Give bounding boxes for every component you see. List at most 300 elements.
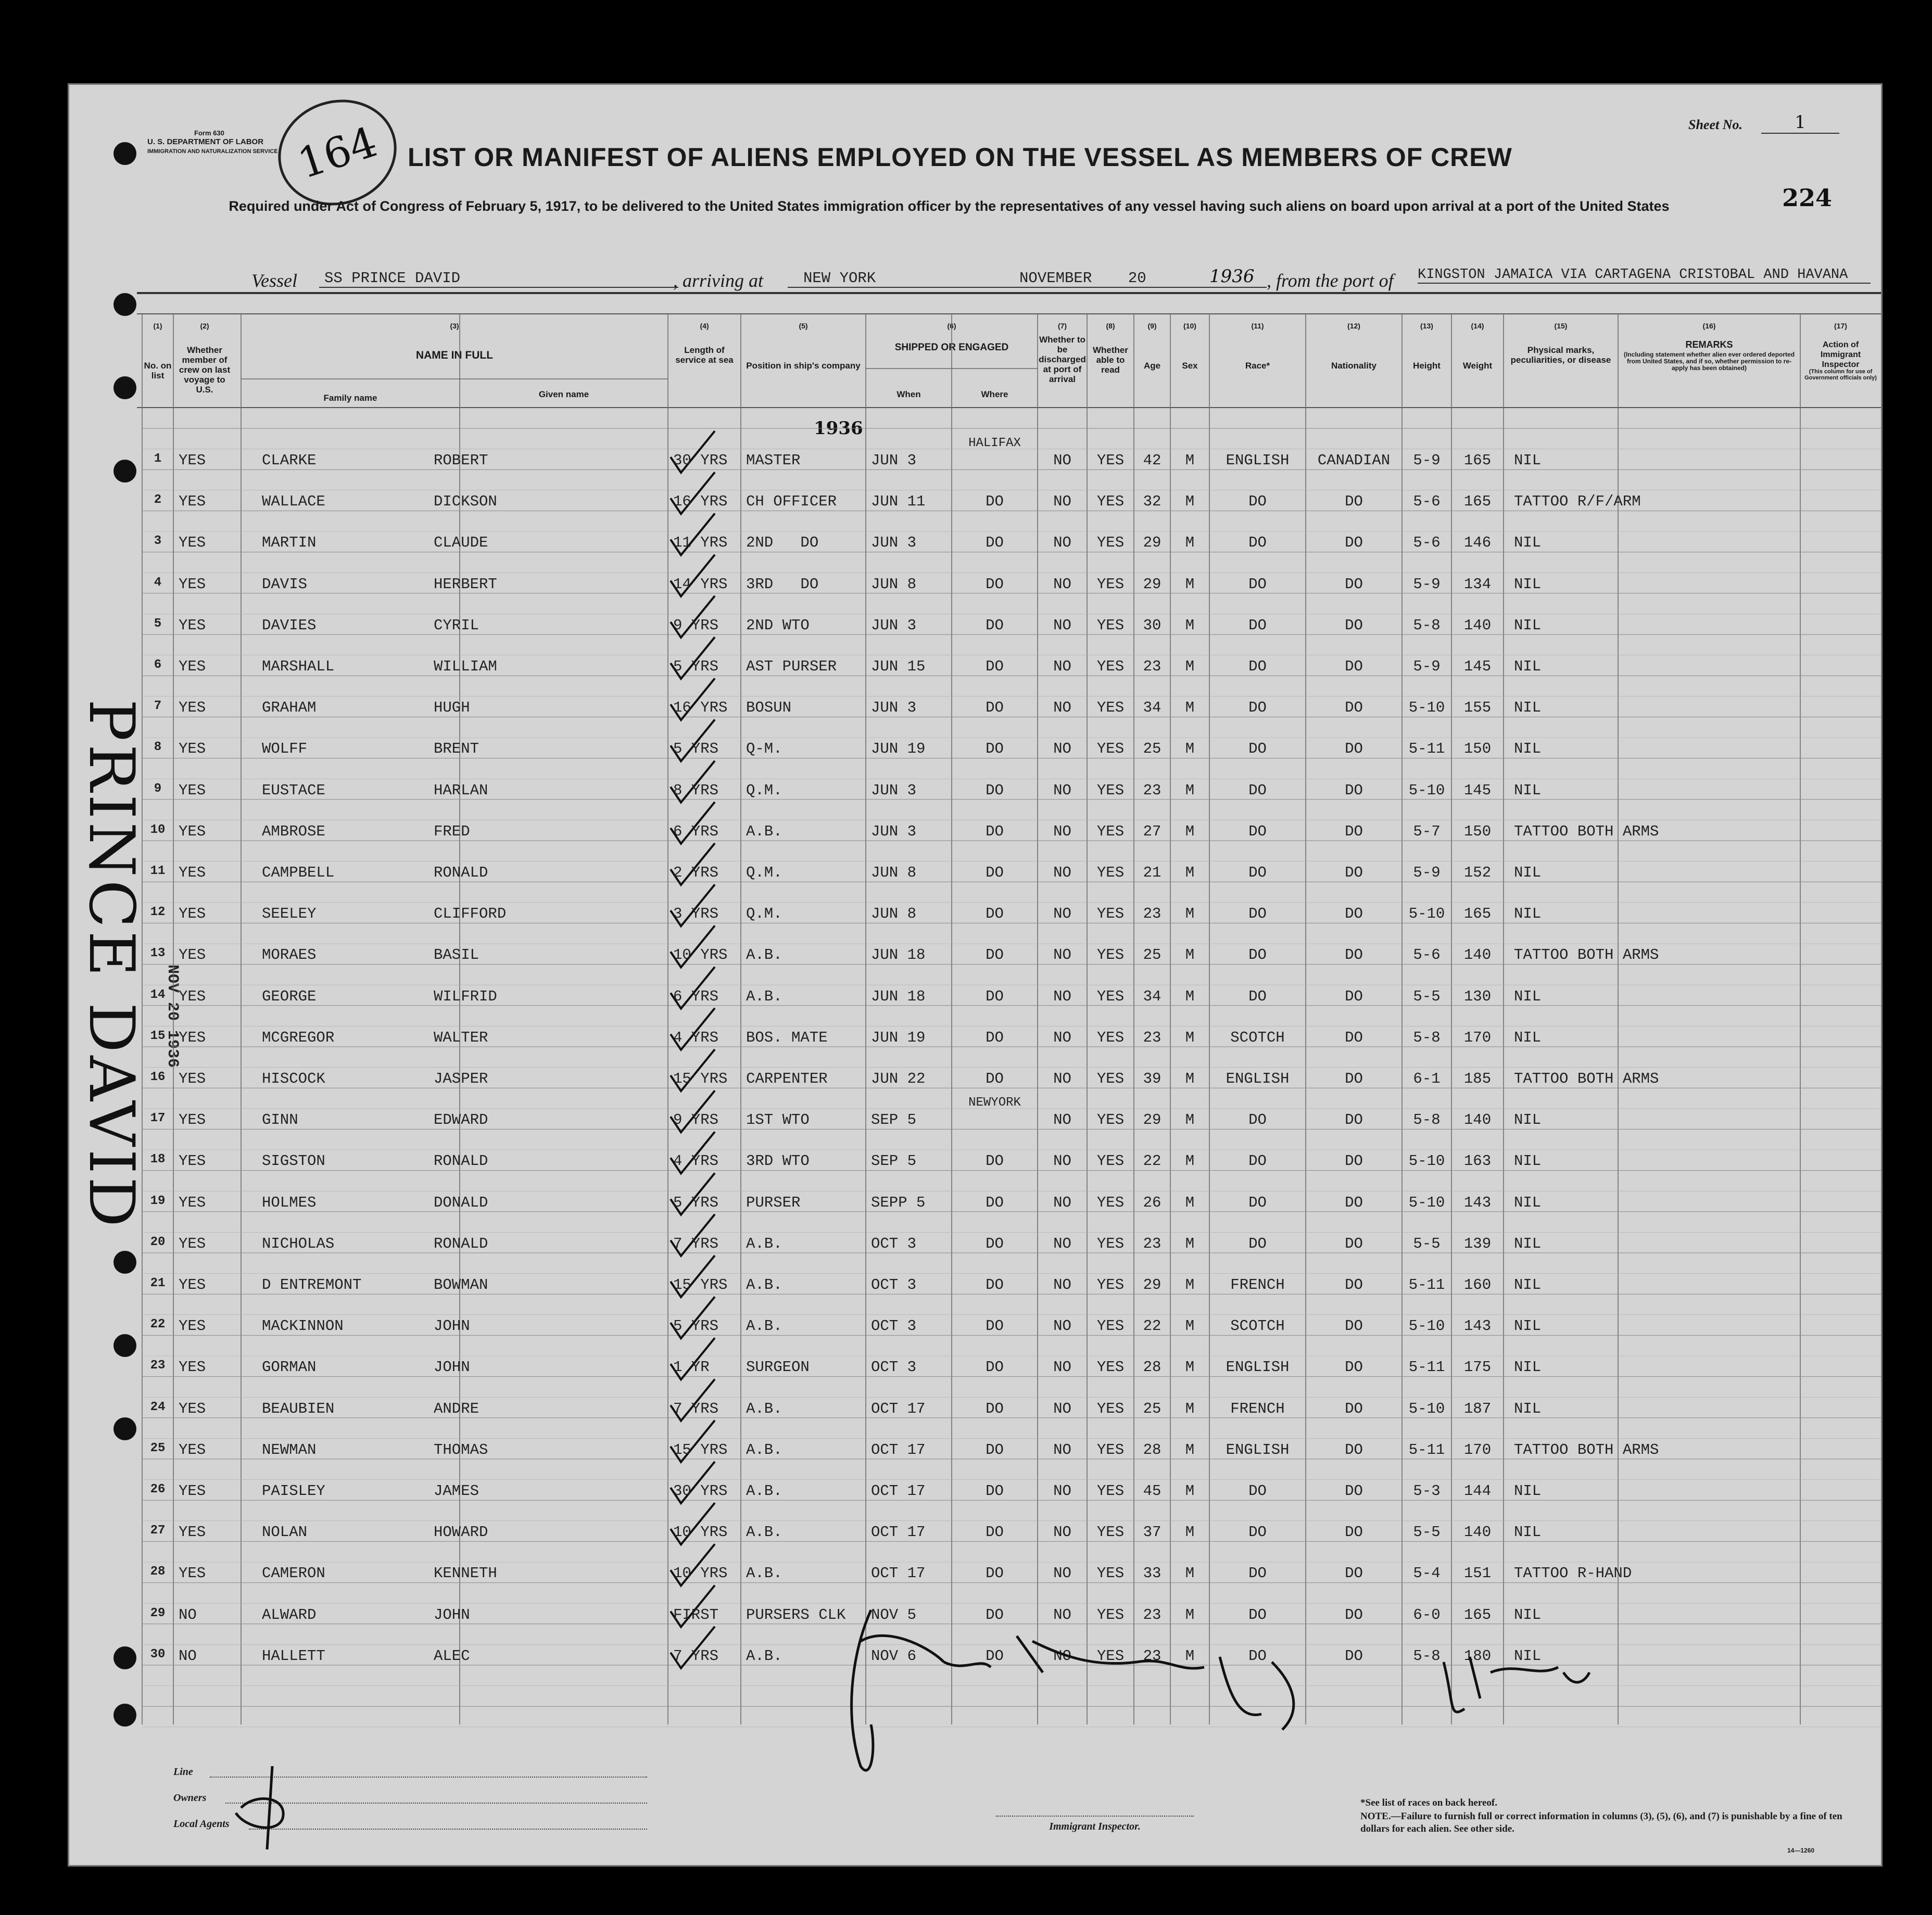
row-21-race: FRENCH	[1230, 1276, 1285, 1293]
row-18-discharged: NO	[1053, 1152, 1071, 1170]
row-3-nationality: DO	[1345, 534, 1363, 552]
form-number: Form 630	[194, 129, 224, 137]
row-15-nationality: DO	[1345, 1029, 1363, 1046]
row-22-nationality: DO	[1345, 1317, 1363, 1335]
row-7-row-number: 7	[154, 699, 162, 714]
row-21-nationality: DO	[1345, 1276, 1363, 1293]
row-13-given-name: BASIL	[434, 946, 479, 964]
row-7-height: 5-10	[1408, 699, 1445, 717]
row-25-discharged: NO	[1053, 1441, 1071, 1459]
row-16-nationality: DO	[1345, 1070, 1363, 1087]
row-20-service-length: 7 YRS	[673, 1235, 719, 1252]
row-17-able-to-read: YES	[1096, 1111, 1125, 1129]
row-12-last-voyage: YES	[179, 905, 206, 923]
row-11-weight: 152	[1463, 864, 1492, 881]
row-7-race: DO	[1248, 699, 1267, 717]
col-2-header: Whether member of crew on last voyage to U.S.	[179, 345, 231, 395]
row-11-position: Q.M.	[746, 864, 782, 881]
row-21-shipped-where: DO	[986, 1276, 1004, 1293]
row-27-sex: M	[1185, 1524, 1195, 1541]
row-24-physical-marks: NIL	[1514, 1400, 1542, 1417]
row-29-family-name: ALWARD	[262, 1606, 317, 1624]
row-12-sex: M	[1185, 905, 1195, 923]
row-16-height: 6-1	[1413, 1070, 1441, 1087]
row-19-shipped-when: SEPP 5	[871, 1194, 926, 1211]
row-23-shipped-where: DO	[986, 1359, 1004, 1376]
row-21-discharged: NO	[1053, 1276, 1071, 1293]
row-23-service-length: 1 YR	[673, 1359, 710, 1376]
row-6-row-number: 6	[154, 658, 162, 672]
row-30-last-voyage: NO	[179, 1647, 197, 1665]
row-5-service-length: 9 YRS	[673, 616, 719, 634]
row-16-discharged: NO	[1053, 1070, 1071, 1087]
row-22-shipped-when: OCT 3	[871, 1317, 917, 1335]
row-2-discharged: NO	[1053, 493, 1071, 511]
col-12-header: Nationality	[1331, 361, 1377, 371]
row-18-age: 22	[1143, 1152, 1161, 1170]
col-6-num: (6)	[947, 322, 956, 330]
margin-date-stamp: NOV 20 1936	[163, 965, 181, 1068]
col-13-num: (13)	[1420, 322, 1433, 330]
row-29-shipped-when: NOV 5	[871, 1606, 917, 1624]
row-28-row-number: 28	[150, 1565, 166, 1579]
row-17-physical-marks: NIL	[1514, 1111, 1542, 1129]
row-15-race: SCOTCH	[1230, 1029, 1285, 1046]
row-12-shipped-when: JUN 8	[871, 905, 917, 923]
row-13-discharged: NO	[1053, 946, 1071, 964]
row-22-age: 22	[1143, 1317, 1161, 1335]
row-5-nationality: DO	[1345, 616, 1363, 634]
row-20-last-voyage: YES	[179, 1235, 206, 1252]
row-6-physical-marks: NIL	[1514, 658, 1542, 675]
row-8-shipped-when: JUN 19	[871, 740, 926, 758]
col-6-when-header: When	[896, 389, 921, 399]
col-2-num: (2)	[200, 322, 209, 330]
row-27-weight: 140	[1463, 1524, 1492, 1541]
row-5-given-name: CYRIL	[434, 616, 479, 634]
row-7-given-name: HUGH	[434, 699, 470, 717]
row-19-race: DO	[1248, 1194, 1267, 1211]
row-28-race: DO	[1248, 1565, 1267, 1582]
row-12-position: Q.M.	[746, 905, 782, 923]
row-4-nationality: DO	[1345, 575, 1363, 593]
row-15-able-to-read: YES	[1096, 1029, 1125, 1046]
row-22-service-length: 5 YRS	[673, 1317, 719, 1335]
row-23-age: 28	[1143, 1359, 1161, 1376]
row-5-weight: 140	[1463, 616, 1492, 634]
row-18-sex: M	[1185, 1152, 1195, 1170]
row-15-family-name: MCGREGOR	[262, 1029, 335, 1046]
row-4-service-length: 14 YRS	[673, 575, 728, 593]
owners-label: Owners	[173, 1792, 207, 1804]
row-4-given-name: HERBERT	[434, 575, 497, 593]
row-3-shipped-when: JUN 3	[871, 534, 917, 552]
row-30-physical-marks: NIL	[1514, 1647, 1542, 1665]
row-26-last-voyage: YES	[179, 1482, 206, 1500]
row-28-discharged: NO	[1053, 1565, 1071, 1582]
local-agents-label: Local Agents	[173, 1818, 230, 1830]
row-22-last-voyage: YES	[179, 1317, 206, 1335]
row-18-nationality: DO	[1345, 1152, 1363, 1170]
row-22-weight: 143	[1463, 1317, 1492, 1335]
row-3-age: 29	[1143, 534, 1161, 552]
row-6-family-name: MARSHALL	[262, 658, 335, 675]
row-17-position: 1ST WTO	[746, 1111, 810, 1129]
row-25-shipped-where: DO	[986, 1441, 1004, 1459]
row-3-service-length: 11 YRS	[673, 534, 728, 552]
row-3-last-voyage: YES	[179, 534, 206, 552]
row-30-weight: 180	[1463, 1647, 1492, 1665]
row-30-able-to-read: YES	[1096, 1647, 1125, 1665]
row-6-discharged: NO	[1053, 658, 1071, 675]
row-9-physical-marks: NIL	[1514, 781, 1542, 799]
row-15-weight: 170	[1463, 1029, 1492, 1046]
row-11-physical-marks: NIL	[1514, 864, 1542, 881]
row-4-weight: 134	[1463, 575, 1492, 593]
row-2-service-length: 16 YRS	[673, 493, 728, 511]
row-13-age: 25	[1143, 946, 1161, 964]
row-15-last-voyage: YES	[179, 1029, 206, 1046]
row-30-height: 5-8	[1413, 1647, 1441, 1665]
row-28-shipped-where: DO	[986, 1565, 1004, 1582]
row-4-height: 5-9	[1413, 575, 1441, 593]
row-3-height: 5-6	[1413, 534, 1441, 552]
row-14-physical-marks: NIL	[1514, 987, 1542, 1005]
row-20-nationality: DO	[1345, 1235, 1363, 1252]
col-11-header: Race*	[1245, 361, 1270, 371]
row-20-given-name: RONALD	[434, 1235, 488, 1252]
row-12-height: 5-10	[1408, 905, 1445, 923]
row-23-physical-marks: NIL	[1514, 1359, 1542, 1376]
row-2-family-name: WALLACE	[262, 493, 325, 511]
row-7-able-to-read: YES	[1096, 699, 1125, 717]
row-25-weight: 170	[1463, 1441, 1492, 1459]
arriving-port: NEW YORK	[788, 270, 1001, 288]
row-1-shipped-where: HALIFAX	[968, 436, 1021, 450]
row-17-service-length: 9 YRS	[673, 1111, 719, 1129]
row-24-last-voyage: YES	[179, 1400, 206, 1417]
row-30-race: DO	[1248, 1647, 1267, 1665]
row-30-nationality: DO	[1345, 1647, 1363, 1665]
row-13-position: A.B.	[746, 946, 782, 964]
row-30-sex: M	[1185, 1647, 1195, 1665]
row-2-shipped-where: DO	[986, 493, 1004, 511]
row-13-sex: M	[1185, 946, 1195, 964]
row-24-race: FRENCH	[1230, 1400, 1285, 1417]
row-18-family-name: SIGSTON	[262, 1152, 325, 1170]
row-15-shipped-when: JUN 19	[871, 1029, 926, 1046]
row-1-row-number: 1	[154, 452, 162, 466]
row-4-discharged: NO	[1053, 575, 1071, 593]
row-8-race: DO	[1248, 740, 1267, 758]
row-26-sex: M	[1185, 1482, 1195, 1500]
row-16-sex: M	[1185, 1070, 1195, 1087]
row-29-nationality: DO	[1345, 1606, 1363, 1624]
row-18-physical-marks: NIL	[1514, 1152, 1542, 1170]
row-11-shipped-where: DO	[986, 864, 1004, 881]
arrival-date: NOVEMBER 20	[999, 270, 1228, 288]
row-27-position: A.B.	[746, 1524, 782, 1541]
row-25-nationality: DO	[1345, 1441, 1363, 1459]
row-8-row-number: 8	[154, 740, 162, 755]
row-19-given-name: DONALD	[434, 1194, 488, 1211]
row-19-age: 26	[1143, 1194, 1161, 1211]
row-1-able-to-read: YES	[1096, 452, 1125, 469]
manifest-title: LIST OR MANIFEST OF ALIENS EMPLOYED ON THE VESSEL AS MEMBERS OF CREW	[408, 143, 1512, 172]
col-13-header: Height	[1413, 361, 1441, 371]
row-29-physical-marks: NIL	[1514, 1606, 1542, 1624]
row-3-shipped-where: DO	[986, 534, 1004, 552]
row-26-shipped-when: OCT 17	[871, 1482, 926, 1500]
row-7-shipped-when: JUN 3	[871, 699, 917, 717]
row-17-shipped-where: NEWYORK	[968, 1096, 1021, 1110]
row-13-service-length: 10 YRS	[673, 946, 728, 964]
row-16-weight: 185	[1463, 1070, 1492, 1087]
row-23-nationality: DO	[1345, 1359, 1363, 1376]
row-19-weight: 143	[1463, 1194, 1492, 1211]
row-10-race: DO	[1248, 822, 1267, 840]
row-14-discharged: NO	[1053, 987, 1071, 1005]
row-27-family-name: NOLAN	[262, 1524, 308, 1541]
row-5-physical-marks: NIL	[1514, 616, 1542, 634]
row-26-family-name: PAISLEY	[262, 1482, 325, 1500]
row-25-shipped-when: OCT 17	[871, 1441, 926, 1459]
row-22-height: 5-10	[1408, 1317, 1445, 1335]
row-28-age: 33	[1143, 1565, 1161, 1582]
row-27-row-number: 27	[150, 1524, 166, 1538]
row-9-height: 5-10	[1408, 781, 1445, 799]
col-16-num: (16)	[1702, 322, 1716, 330]
vessel-label: Vessel	[251, 270, 297, 291]
row-8-nationality: DO	[1345, 740, 1363, 758]
row-21-age: 29	[1143, 1276, 1161, 1293]
row-19-physical-marks: NIL	[1514, 1194, 1542, 1211]
col-3-num: (3)	[450, 322, 459, 330]
row-21-given-name: BOWMAN	[434, 1276, 488, 1293]
row-27-physical-marks: NIL	[1514, 1524, 1542, 1541]
row-16-physical-marks: TATTOO BOTH ARMS	[1514, 1070, 1659, 1087]
row-5-position: 2ND WTO	[746, 616, 810, 634]
row-10-sex: M	[1185, 822, 1195, 840]
row-2-row-number: 2	[154, 493, 162, 508]
row-15-height: 5-8	[1413, 1029, 1441, 1046]
row-26-nationality: DO	[1345, 1482, 1363, 1500]
col-10-num: (10)	[1183, 322, 1196, 330]
row-13-nationality: DO	[1345, 946, 1363, 964]
row-14-nationality: DO	[1345, 987, 1363, 1005]
row-24-given-name: ANDRE	[434, 1400, 479, 1417]
row-11-race: DO	[1248, 864, 1267, 881]
row-13-family-name: MORAES	[262, 946, 317, 964]
row-6-shipped-where: DO	[986, 658, 1004, 675]
row-16-family-name: HISCOCK	[262, 1070, 325, 1087]
row-1-given-name: ROBERT	[434, 452, 488, 469]
col-6-where-header: Where	[981, 389, 1008, 399]
row-4-shipped-where: DO	[986, 575, 1004, 593]
row-22-position: A.B.	[746, 1317, 782, 1335]
row-23-able-to-read: YES	[1096, 1359, 1125, 1376]
row-1-physical-marks: NIL	[1514, 452, 1542, 469]
row-16-shipped-when: JUN 22	[871, 1070, 926, 1087]
row-16-position: CARPENTER	[746, 1070, 828, 1087]
row-15-shipped-where: DO	[986, 1029, 1004, 1046]
col-12-num: (12)	[1347, 322, 1360, 330]
row-20-family-name: NICHOLAS	[262, 1235, 335, 1252]
row-25-race: ENGLISH	[1226, 1441, 1290, 1459]
row-28-last-voyage: YES	[179, 1565, 206, 1582]
row-25-physical-marks: TATTOO BOTH ARMS	[1514, 1441, 1659, 1459]
col-17-subheader: (This column for use of Government officials only)	[1804, 369, 1877, 381]
row-12-service-length: 3 YRS	[673, 905, 719, 923]
row-1-height: 5-9	[1413, 452, 1441, 469]
row-5-race: DO	[1248, 616, 1267, 634]
row-9-shipped-where: DO	[986, 781, 1004, 799]
row-14-sex: M	[1185, 987, 1195, 1005]
row-27-height: 5-5	[1413, 1524, 1441, 1541]
row-28-shipped-when: OCT 17	[871, 1565, 926, 1582]
sheet-no-label: Sheet No.	[1688, 117, 1742, 132]
row-2-weight: 165	[1463, 493, 1492, 511]
row-18-position: 3RD WTO	[746, 1152, 810, 1170]
row-15-sex: M	[1185, 1029, 1195, 1046]
row-30-position: A.B.	[746, 1647, 782, 1665]
row-24-row-number: 24	[150, 1400, 166, 1414]
row-29-discharged: NO	[1053, 1606, 1071, 1624]
col-10-header: Sex	[1182, 361, 1198, 371]
row-24-age: 25	[1143, 1400, 1161, 1417]
row-10-physical-marks: TATTOO BOTH ARMS	[1514, 822, 1659, 840]
penalty-note: NOTE.—Failure to furnish full or correct information in columns (3), (5), (6), and (7) is punishable by a fine of ten dollars for each alien. See other side.	[1360, 1811, 1842, 1834]
row-14-position: A.B.	[746, 987, 782, 1005]
row-6-shipped-when: JUN 15	[871, 658, 926, 675]
row-18-height: 5-10	[1408, 1152, 1445, 1170]
row-13-race: DO	[1248, 946, 1267, 964]
row-8-shipped-where: DO	[986, 740, 1004, 758]
row-12-given-name: CLIFFORD	[434, 905, 507, 923]
col-8-num: (8)	[1106, 322, 1115, 330]
row-28-weight: 151	[1463, 1565, 1492, 1582]
row-17-weight: 140	[1463, 1111, 1492, 1129]
row-1-family-name: CLARKE	[262, 452, 317, 469]
row-26-shipped-where: DO	[986, 1482, 1004, 1500]
row-23-shipped-when: OCT 3	[871, 1359, 917, 1376]
row-16-able-to-read: YES	[1096, 1070, 1125, 1087]
row-11-family-name: CAMPBELL	[262, 864, 335, 881]
col-15-num: (15)	[1554, 322, 1568, 330]
col-4-num: (4)	[700, 322, 709, 330]
row-11-service-length: 2 YRS	[673, 864, 719, 881]
margin-vessel-handwritten: PRINCE DAVID	[75, 699, 147, 1231]
row-17-last-voyage: YES	[179, 1111, 206, 1129]
row-2-height: 5-6	[1413, 493, 1441, 511]
vessel-name: SS PRINCE DAVID	[319, 270, 678, 288]
row-13-able-to-read: YES	[1096, 946, 1125, 964]
row-4-race: DO	[1248, 575, 1267, 593]
row-30-age: 23	[1143, 1647, 1161, 1665]
row-7-age: 34	[1143, 699, 1161, 717]
row-22-able-to-read: YES	[1096, 1317, 1125, 1335]
row-7-sex: M	[1185, 699, 1195, 717]
from-port-label: , from the port of	[1267, 270, 1394, 291]
row-30-given-name: ALEC	[434, 1647, 470, 1665]
row-14-weight: 130	[1463, 987, 1492, 1005]
row-3-row-number: 3	[154, 534, 162, 549]
row-24-family-name: BEAUBIEN	[262, 1400, 335, 1417]
punch-hole	[113, 1417, 136, 1440]
row-9-discharged: NO	[1053, 781, 1071, 799]
row-6-nationality: DO	[1345, 658, 1363, 675]
row-9-weight: 145	[1463, 781, 1492, 799]
row-11-age: 21	[1143, 864, 1161, 881]
row-26-physical-marks: NIL	[1514, 1482, 1542, 1500]
row-29-age: 23	[1143, 1606, 1161, 1624]
row-1-last-voyage: YES	[179, 452, 206, 469]
col-7-num: (7)	[1057, 322, 1067, 330]
row-10-weight: 150	[1463, 822, 1492, 840]
row-27-given-name: HOWARD	[434, 1524, 488, 1541]
row-15-service-length: 4 YRS	[673, 1029, 719, 1046]
row-9-race: DO	[1248, 781, 1267, 799]
row-29-shipped-where: DO	[986, 1606, 1004, 1624]
row-19-position: PURSER	[746, 1194, 801, 1211]
row-17-sex: M	[1185, 1111, 1195, 1129]
row-17-race: DO	[1248, 1111, 1267, 1129]
row-7-family-name: GRAHAM	[262, 699, 317, 717]
row-27-race: DO	[1248, 1524, 1267, 1541]
row-8-last-voyage: YES	[179, 740, 206, 758]
row-6-height: 5-9	[1413, 658, 1441, 675]
inspector-signature-line	[996, 1816, 1194, 1817]
row-6-sex: M	[1185, 658, 1195, 675]
row-9-able-to-read: YES	[1096, 781, 1125, 799]
row-22-sex: M	[1185, 1317, 1195, 1335]
row-8-weight: 150	[1463, 740, 1492, 758]
row-19-shipped-where: DO	[986, 1194, 1004, 1211]
col-15-header: Physical marks, peculiarities, or disease	[1510, 345, 1611, 365]
row-29-height: 6-0	[1413, 1606, 1441, 1624]
from-port: KINGSTON JAMAICA VIA CARTAGENA CRISTOBAL AND HAVANA	[1418, 267, 1871, 284]
row-24-shipped-when: OCT 17	[871, 1400, 926, 1417]
row-10-position: A.B.	[746, 822, 782, 840]
row-2-sex: M	[1185, 493, 1195, 511]
row-7-weight: 155	[1463, 699, 1492, 717]
row-12-nationality: DO	[1345, 905, 1363, 923]
row-19-height: 5-10	[1408, 1194, 1445, 1211]
row-6-weight: 145	[1463, 658, 1492, 675]
row-21-sex: M	[1185, 1276, 1195, 1293]
row-6-age: 23	[1143, 658, 1161, 675]
row-20-height: 5-5	[1413, 1235, 1441, 1252]
row-28-service-length: 10 YRS	[673, 1565, 728, 1582]
row-24-shipped-where: DO	[986, 1400, 1004, 1417]
immigrant-inspector-label: Immigrant Inspector.	[1049, 1821, 1141, 1832]
row-8-height: 5-11	[1408, 740, 1445, 758]
row-20-shipped-when: OCT 3	[871, 1235, 917, 1252]
row-14-family-name: GEORGE	[262, 987, 317, 1005]
row-16-shipped-where: DO	[986, 1070, 1004, 1087]
row-3-discharged: NO	[1053, 534, 1071, 552]
row-24-able-to-read: YES	[1096, 1400, 1125, 1417]
row-5-discharged: NO	[1053, 616, 1071, 634]
row-6-service-length: 5 YRS	[673, 658, 719, 675]
row-3-family-name: MARTIN	[262, 534, 317, 552]
row-3-given-name: CLAUDE	[434, 534, 488, 552]
row-25-position: A.B.	[746, 1441, 782, 1459]
row-19-row-number: 19	[150, 1194, 166, 1208]
row-14-able-to-read: YES	[1096, 987, 1125, 1005]
row-13-last-voyage: YES	[179, 946, 206, 964]
row-23-weight: 175	[1463, 1359, 1492, 1376]
